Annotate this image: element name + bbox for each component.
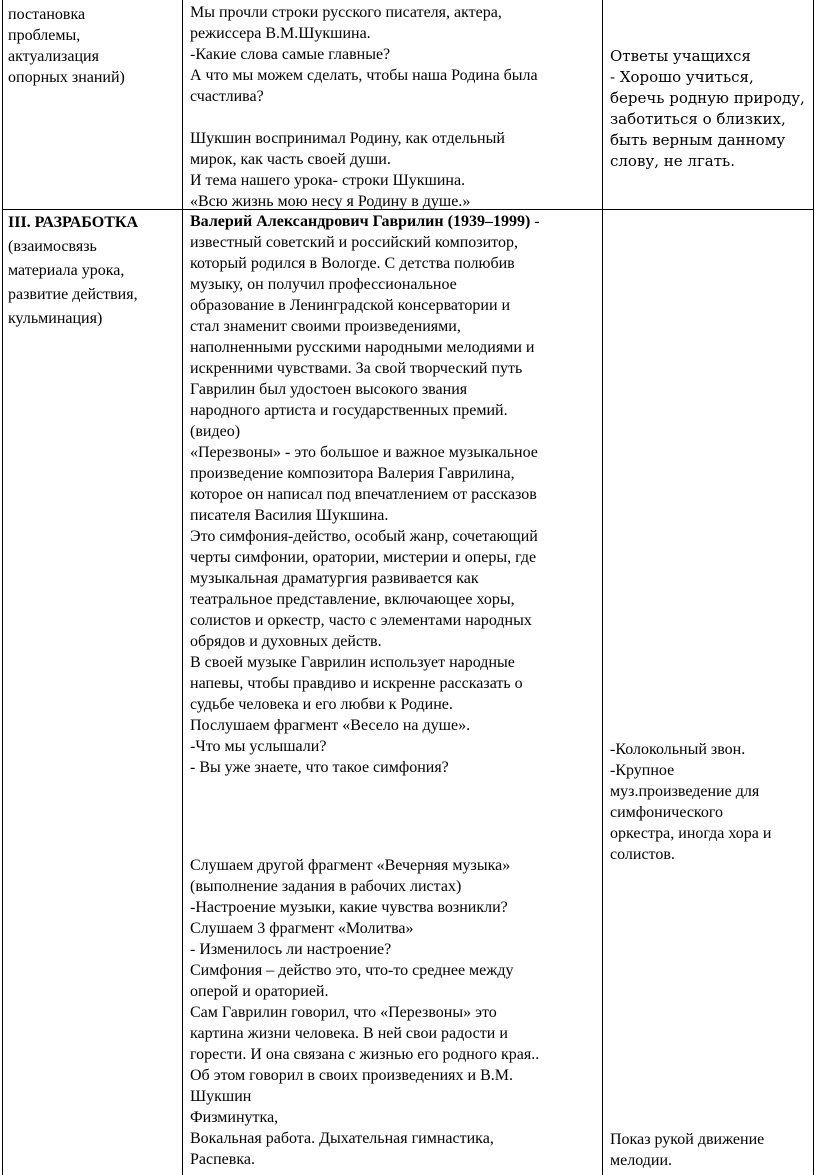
text-line: искренними чувствами. За свой творческий путь <box>190 360 523 377</box>
text-line: театральное представление, включающее хоры, <box>190 591 515 608</box>
text-line: Распевка. <box>190 1151 255 1168</box>
text-line: известный советский и российский композитор, <box>190 234 518 251</box>
text-line: Об этом говорил в своих произведениях и В.М. <box>190 1067 513 1084</box>
text-line: которое он написал под впечатлением от рассказов <box>190 486 537 503</box>
text-line: опорных знаний) <box>8 69 125 86</box>
blank-line <box>190 107 600 128</box>
text-line: заботиться о близких, <box>610 110 786 128</box>
text-line: солистов и оркестр, часто с элементами народных <box>190 612 532 629</box>
text-line: Физминутка, <box>190 1109 279 1126</box>
text-line: И тема нашего урока- строки Шукшина. <box>190 172 466 189</box>
table-border-col2 <box>602 0 603 1175</box>
text-line: стал знаменит своими произведениями, <box>190 318 461 335</box>
text-line: произведение композитора Валерия Гаврилина, <box>190 465 515 482</box>
text-line: -Крупное <box>610 762 675 779</box>
text-line: «Перезвоны» - это большое и важное музыкальное <box>190 444 538 461</box>
text-line: Гаврилин был удостоен высокого звания <box>190 381 468 398</box>
text-line: музыкальная драматургия развивается как <box>190 570 479 587</box>
text-line: образование в Ленинградской консерватории и <box>190 297 511 314</box>
text-line: -Что мы услышали? <box>190 738 327 755</box>
text-line: счастлива? <box>190 88 264 105</box>
text-line: А что мы можем сделать, чтобы наша Родина была <box>190 67 538 84</box>
row1-student-cell <box>610 46 810 172</box>
text-line: -Настроение музыки, какие чувства возникли? <box>190 899 508 916</box>
text-line: солистов. <box>610 846 675 863</box>
text-line: Это симфония-действо, особый жанр, сочетающий <box>190 528 538 545</box>
text-line: кульминация) <box>8 310 103 327</box>
text-line: (выполнение задания в рабочих листах) <box>190 878 462 895</box>
row1-teacher-cell <box>190 2 600 212</box>
text-line: черты симфонии, оратории, мистерии и оперы, где <box>190 549 537 566</box>
text-line: - Изменилось ли настроение? <box>190 941 392 958</box>
text-line: Ответы учащихся <box>610 47 751 65</box>
text-line: быть верным данному <box>610 131 786 149</box>
text-line: Вокальная работа. Дыхательная гимнастика, <box>190 1130 494 1147</box>
stage-title: III. РАЗРАБОТКА <box>8 214 139 231</box>
text-line: Шукшин <box>190 1088 252 1105</box>
text-line: -Колокольный звон. <box>610 741 746 758</box>
text-line: мирок, как часть своей души. <box>190 151 391 168</box>
text-line: Слушаем другой фрагмент «Вечерняя музыка» <box>190 857 511 874</box>
table-border-left <box>2 0 3 1175</box>
text-line: развитие действия, <box>8 286 138 303</box>
text-line: - Хорошо учиться, <box>610 68 754 86</box>
text-line: (взаимосвязь <box>8 238 97 255</box>
text-line: Валерий Александрович Гаврилин (1939–1999) - <box>190 213 540 230</box>
text-line: В своей музыке Гаврилин использует народные <box>190 654 515 671</box>
text-line: режиссера В.М.Шукшина. <box>190 25 371 42</box>
text-line: слову, не лгать. <box>610 152 735 170</box>
row2-student-cell-b <box>610 1129 810 1171</box>
row2-teacher-cell-continued <box>190 855 600 1170</box>
text-line: симфонического <box>610 804 724 821</box>
row2-teacher-cell <box>190 211 600 778</box>
text-line: (видео) <box>190 423 241 440</box>
row2-stage-cell <box>8 211 168 331</box>
text-line: Слушаем 3 фрагмент «Молитва» <box>190 920 414 937</box>
text-line: Сам Гаврилин говорил, что «Перезвоны» это <box>190 1004 497 1021</box>
text-line: горести. И она связана с жизнью его родного края.. <box>190 1046 540 1063</box>
text-line: постановка <box>8 6 86 23</box>
text-line: проблемы, <box>8 27 81 44</box>
text-line: Симфония – действо это, что-то среднее между <box>190 962 514 979</box>
composer-name: Валерий Александрович Гаврилин (1939–1999) <box>190 213 531 230</box>
text-line: напевы, чтобы правдиво и искренне рассказать о <box>190 675 523 692</box>
table-border-right <box>813 0 814 1175</box>
row1-stage-cell <box>8 4 168 88</box>
text-line: оркестра, иногда хора и <box>610 825 772 842</box>
text-line: - Вы уже знаете, что такое симфония? <box>190 759 449 776</box>
text-line: мелодии. <box>610 1152 673 1169</box>
text-line: музыку, он получил профессиональное <box>190 276 457 293</box>
text-line: -Какие слова самые главные? <box>190 46 391 63</box>
text-line: актуализация <box>8 48 99 65</box>
text-line: обрядов и духовных действ. <box>190 633 382 650</box>
table-border-col1 <box>182 0 183 1175</box>
text-line: «Всю жизнь мою несу я Родину в душе.» <box>190 193 471 210</box>
text-line: писателя Василия Шукшина. <box>190 507 389 524</box>
text-line: Мы прочли строки русского писателя, актера, <box>190 4 502 21</box>
text-line: муз.произведение для <box>610 783 760 800</box>
text-line: который родился в Вологде. С детства полюбив <box>190 255 515 272</box>
text-line: беречь родную природу, <box>610 89 805 107</box>
text-line: наполненными русскими народными мелодиями и <box>190 339 535 356</box>
text-line: Показ рукой движение <box>610 1131 765 1148</box>
text-line: Послушаем фрагмент «Весело на душе». <box>190 717 471 734</box>
text-line: народного артиста и государственных премий. <box>190 402 508 419</box>
row2-student-cell-a <box>610 739 810 865</box>
text-line: материала урока, <box>8 262 125 279</box>
text-line: Шукшин воспринимал Родину, как отдельный <box>190 130 505 147</box>
text-line: картина жизни человека. В ней свои радости и <box>190 1025 508 1042</box>
text-line: оперой и ораторией. <box>190 983 329 1000</box>
text-line: судьбе человека и его любви к Родине. <box>190 696 453 713</box>
